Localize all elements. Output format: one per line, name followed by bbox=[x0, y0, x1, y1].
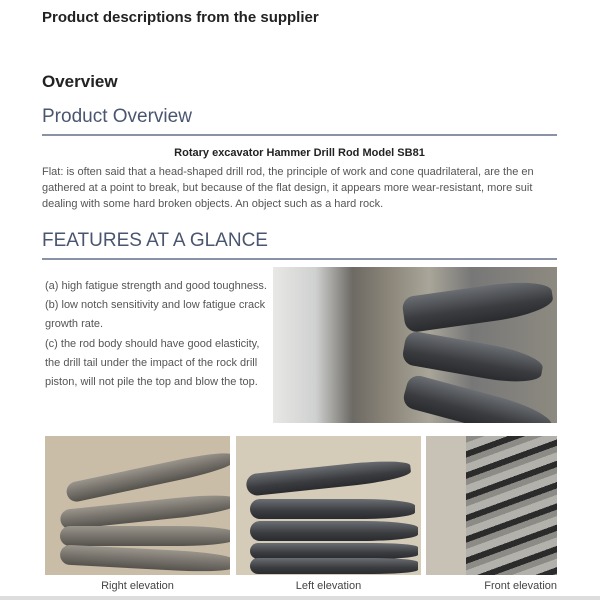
section-title: Product descriptions from the supplier bbox=[42, 9, 319, 26]
factory-photo bbox=[273, 267, 557, 423]
features-text bbox=[45, 277, 270, 392]
product-caption: Rotary excavator Hammer Drill Rod Model SB81 bbox=[174, 147, 425, 159]
divider bbox=[42, 134, 557, 136]
feature-ab: (a) high fatigue strength and good toughness. (b) low notch sensitivity and low fatigue crack growth rate. bbox=[45, 280, 267, 331]
front-elevation-photo bbox=[426, 436, 557, 575]
overview-paragraph bbox=[42, 164, 557, 212]
left-elevation-photo bbox=[236, 436, 421, 575]
right-elevation-photo bbox=[45, 436, 230, 575]
bottom-divider bbox=[0, 596, 600, 600]
paragraph-line: Flat: is often said that a head-shaped drill rod, the principle of work and cone quadrilateral, are the en bbox=[42, 166, 534, 178]
front-elevation-caption: Front elevation bbox=[484, 580, 557, 592]
right-elevation-caption: Right elevation bbox=[101, 580, 174, 592]
divider bbox=[42, 258, 557, 260]
paragraph-line: dealing with some hard broken objects. An object such as a hard rock. bbox=[42, 198, 384, 210]
features-heading: FEATURES AT A GLANCE bbox=[42, 230, 268, 251]
overview-heading: Overview bbox=[42, 72, 118, 91]
product-overview-heading: Product Overview bbox=[42, 106, 192, 127]
feature-c: (c) the rod body should have good elasticity, the drill tail under the impact of the rock drill piston, will not pile the top and blow the top. bbox=[45, 337, 260, 389]
paragraph-line: gathered at a point to break, but because of the flat design, it appears more wear-resistant, more suit bbox=[42, 182, 533, 194]
left-elevation-caption: Left elevation bbox=[295, 580, 362, 592]
